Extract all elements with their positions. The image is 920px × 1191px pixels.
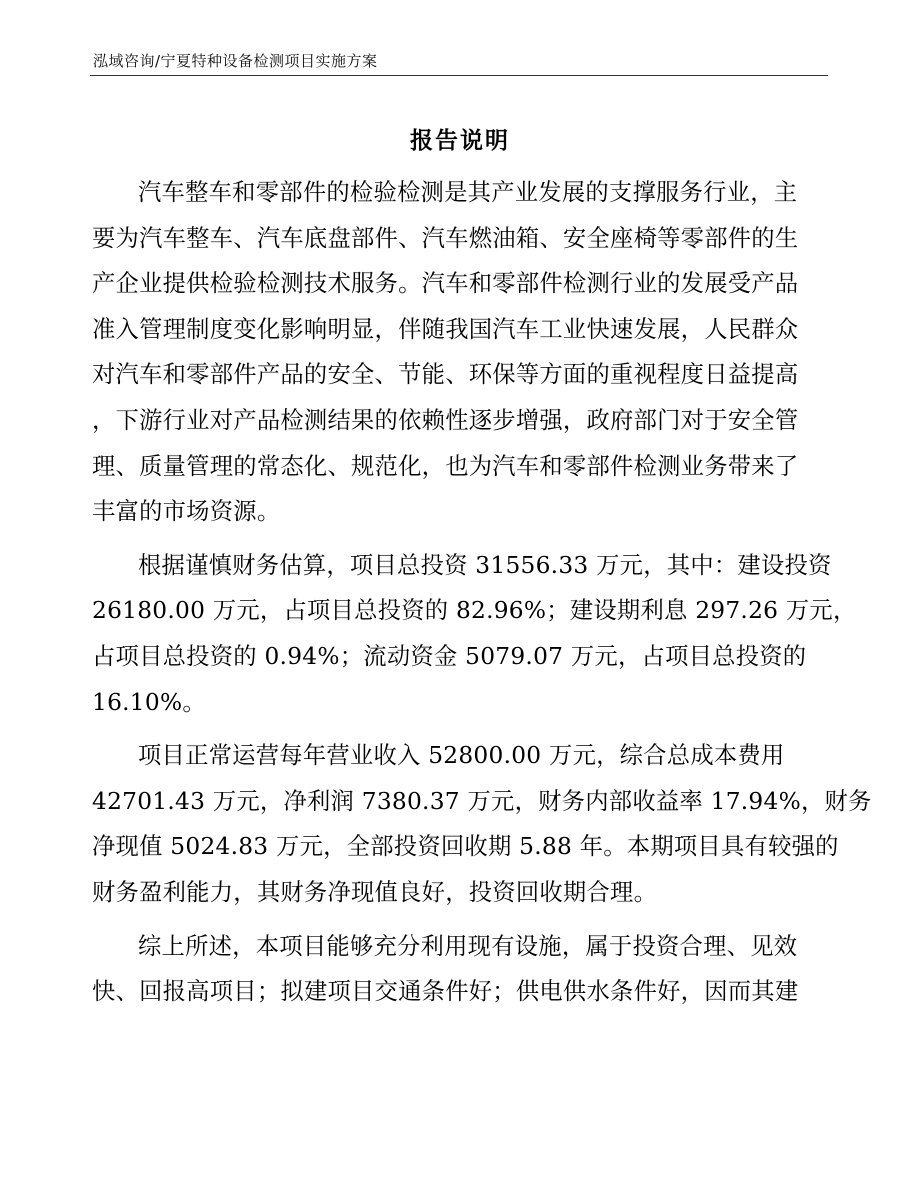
- text-line: 理、质量管理的常态化、规范化，也为汽车和零部件检测业务带来了: [92, 452, 799, 480]
- text-line: 净现值 5024.83 万元，全部投资回收期 5.88 年。本期项目具有较强的: [92, 833, 839, 861]
- running-header: 泓域咨询/宁夏特种设备检测项目实施方案: [93, 52, 378, 70]
- text-line: ，下游行业对产品检测结果的依赖性逐步增强，政府部门对于安全管: [92, 406, 799, 434]
- paragraph-operations: [92, 733, 872, 915]
- paragraph-industry: [92, 170, 828, 535]
- text-line: 产企业提供检验检测技术服务。汽车和零部件检测行业的发展受产品: [92, 270, 799, 298]
- text-line: 对汽车和零部件产品的安全、节能、环保等方面的重视程度日益提高: [92, 361, 799, 389]
- text-line: 丰富的市场资源。: [92, 498, 281, 526]
- paragraph-investment: [92, 543, 857, 725]
- text-line: 财务盈利能力，其财务净现值良好，投资回收期合理。: [92, 878, 658, 906]
- text-line: 准入管理制度变化影响明显，伴随我国汽车工业快速发展，人民群众: [92, 315, 799, 343]
- report-body: [92, 170, 872, 1023]
- section-title: 报告说明: [410, 128, 510, 154]
- text-line: 根据谨慎财务估算，项目总投资 31556.33 万元，其中：建设投资: [138, 551, 832, 579]
- text-line: 要为汽车整车、汽车底盘部件、汽车燃油箱、安全座椅等零部件的生: [92, 224, 799, 252]
- text-line: 26180.00 万元，占项目总投资的 82.96%；建设期利息 297.26 万元，: [92, 597, 857, 625]
- text-line: 汽车整车和零部件的检验检测是其产业发展的支撑服务行业，主: [138, 179, 798, 206]
- text-line: 16.10%。: [92, 688, 206, 716]
- text-line: 42701.43 万元，净利润 7380.37 万元，财务内部收益率 17.94%，财务: [92, 787, 872, 815]
- text-line: 项目正常运营每年营业收入 52800.00 万元，综合总成本费用: [138, 742, 785, 770]
- text-line: 占项目总投资的 0.94%；流动资金 5079.07 万元，占项目总投资的: [92, 642, 807, 670]
- text-line: 快、回报高项目；拟建项目交通条件好；供电供水条件好，因而其建: [92, 978, 799, 1006]
- text-line: 综上所述，本项目能够充分利用现有设施，属于投资合理、见效: [138, 932, 798, 960]
- paragraph-summary: [92, 924, 828, 1015]
- header-divider: [90, 75, 828, 76]
